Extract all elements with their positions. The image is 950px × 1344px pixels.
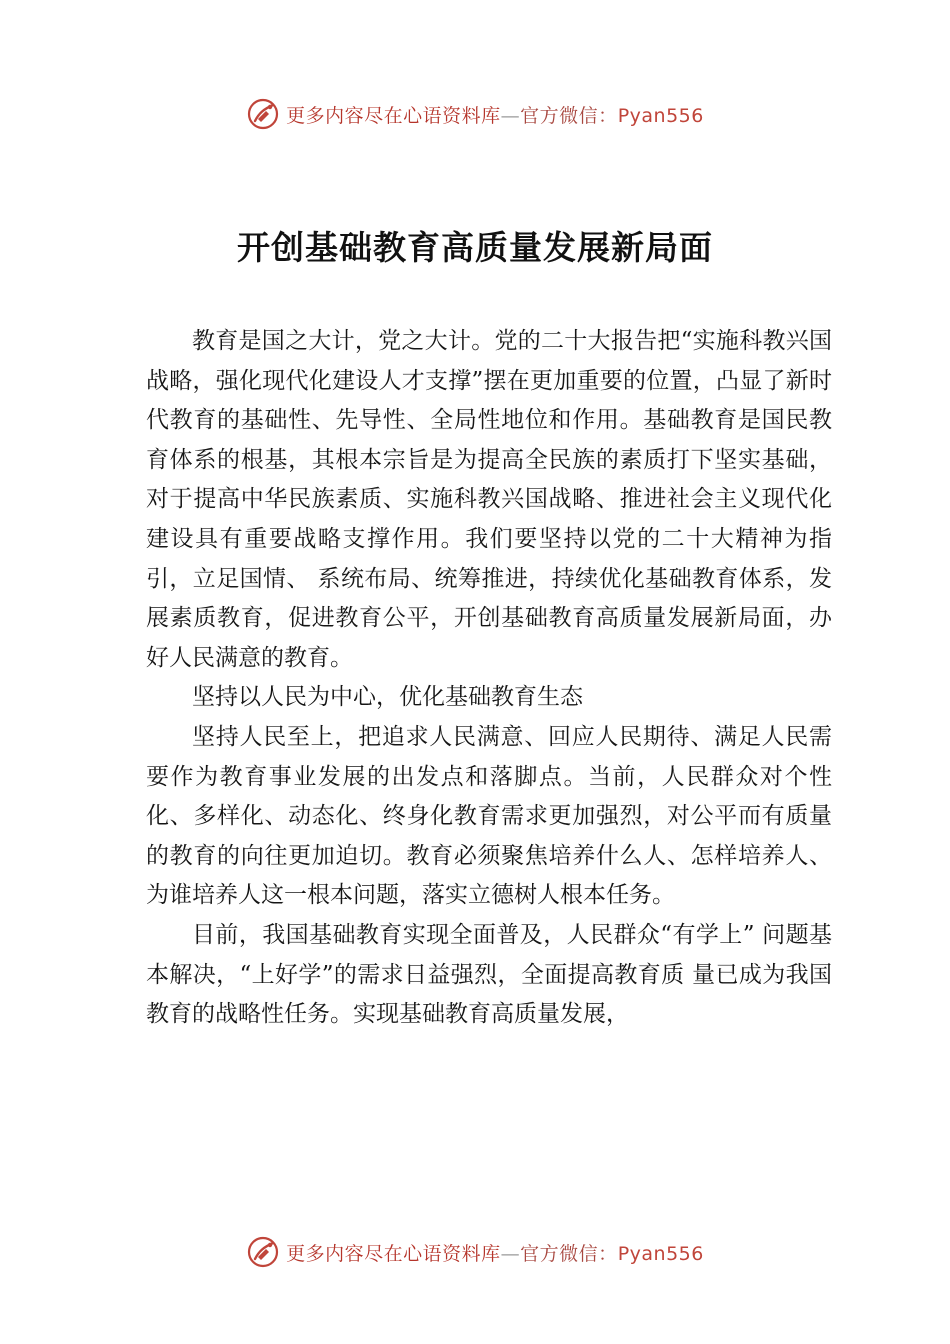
watermark-wechat-label: 官方微信： bbox=[520, 1242, 618, 1265]
watermark-wechat-id: Pyan556 bbox=[617, 1242, 704, 1265]
paragraph-intro: 教育是国之大计，党之大计。党的二十大报告把“实施科教兴国战略，强化现代化建设人才支撑”摆在更加重要的位置，凸显了新时代教育的基础性、先导性、全局性地位和作用。基础教育是国民教育体系的根基，其根本宗旨是为提高全民族的素质打下坚实基础，对于提高中华民族素质、实施科教兴国战略、推进社会主义现代化建设具有重要战略支撑作用。我们要坚持以党的二十大精神为指引，立足国情、 系统布局、统筹推进，持续优化基础教育体系，发展素质教育，促进教育公平，开创基础教育高质量发展新局面，办好人民满意的教育。 bbox=[146, 328, 832, 671]
library-logo-icon bbox=[246, 1235, 280, 1269]
section-heading: 坚持以人民为中心，优化基础教育生态 bbox=[192, 684, 583, 711]
watermark-banner-top bbox=[0, 94, 950, 134]
library-logo-icon bbox=[246, 97, 280, 131]
watermark-text bbox=[286, 101, 704, 128]
watermark-separator: — bbox=[500, 1242, 521, 1265]
document-body bbox=[146, 322, 832, 1035]
paragraph-current-status: 目前，我国基础教育实现全面普及，人民群众“有学上” 问题基本解决，“上好学”的需求日益强烈，全面提高教育质 量已成为我国教育的战略性任务。实现基础教育高质量发展， bbox=[146, 921, 832, 1028]
watermark-brand: 更多内容尽在心语资料库 bbox=[286, 104, 501, 127]
watermark-brand: 更多内容尽在心语资料库 bbox=[286, 1242, 501, 1265]
document-title: 开创基础教育高质量发展新局面 bbox=[237, 228, 713, 268]
paragraph-people-centered: 坚持人民至上，把追求人民满意、回应人民期待、满足人民需要作为教育事业发展的出发点和落脚点。当前，人民群众对个性化、多样化、动态化、终身化教育需求更加强烈，对公平而有质量的教育的向往更加迫切。教育必须聚焦培养什么人、怎样培养人、为谁培养人这一根本问题，落实立德树人根本任务。 bbox=[146, 723, 832, 909]
watermark-wechat-label: 官方微信： bbox=[520, 104, 618, 127]
watermark-wechat-id: Pyan556 bbox=[617, 104, 704, 127]
watermark-text bbox=[286, 1239, 704, 1266]
watermark-banner-bottom bbox=[0, 1232, 950, 1272]
watermark-separator: — bbox=[500, 104, 521, 127]
